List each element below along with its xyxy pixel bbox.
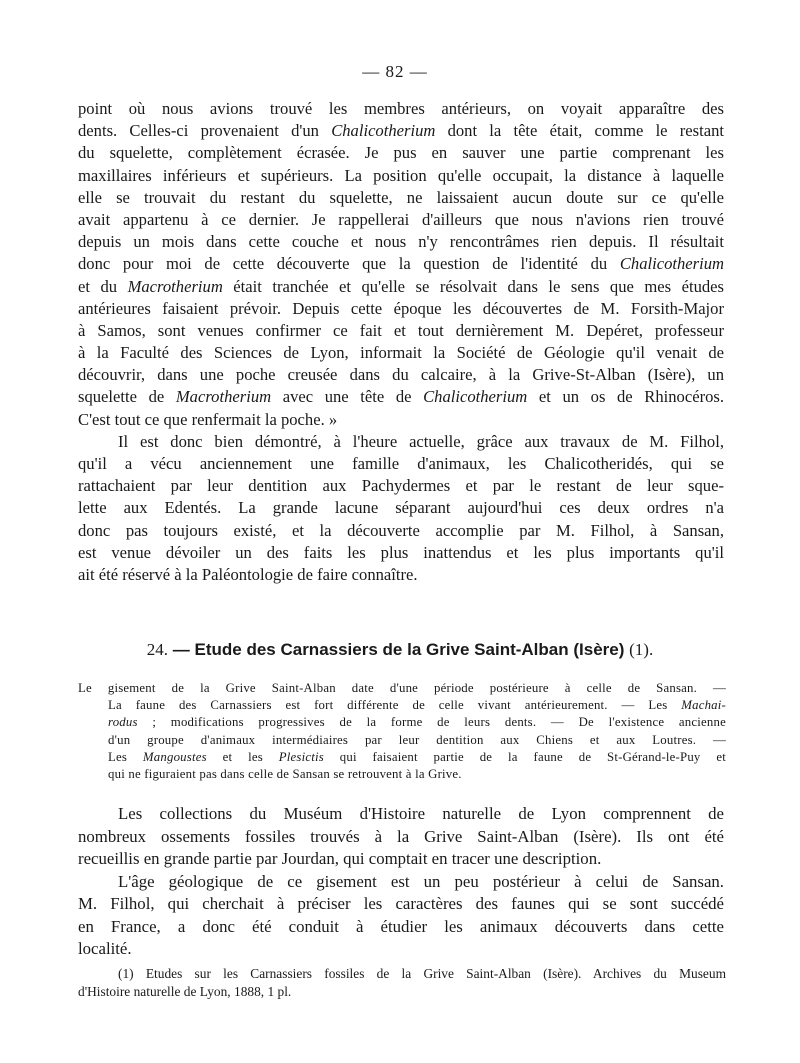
text-line: squelette de Macrotherium avec une tête de Chalicotherium et un os de Rhinocéros. <box>78 387 724 407</box>
text-line: Les collections du Muséum d'Histoire naturelle de Lyon comprennent de <box>118 804 724 823</box>
text-line: dents. Celles-ci provenaient d'un Chalicotherium dont la tête était, comme le restant <box>78 121 724 141</box>
text-line: du squelette, complètement écrasée. Je pus en sauver une partie comprenant les <box>78 143 724 163</box>
text-line: avait appartenu à ce dernier. Je rappellerai d'ailleurs que nous n'avions rien trouvé <box>78 209 724 229</box>
section-dash: — <box>172 640 190 659</box>
text-line: lette aux Edentés. La grande lacune séparant aujourd'hui ces deux ordres n'a <box>78 498 724 518</box>
summary-line: La faune des Carnassiers est fort différente de celle vivant antérieurement. — Les Machai- <box>108 698 726 713</box>
summary-line: Les Mangoustes et les Plesictis qui faisaient partie de la faune de St-Gérand-le-Puy et <box>108 749 726 764</box>
summary-line: d'un groupe d'animaux intermédiaires par leur dentition aux Chiens et aux Loutres. — <box>108 732 726 747</box>
text-line: et du Macrotherium était tranchée et qu'elle se résolvait dans le sens que mes études <box>78 276 724 296</box>
section-title: Etude des Carnassiers de la Grive Saint-Alban (Isère) <box>194 640 625 659</box>
text-line: nombreux ossements fossiles trouvés à la Grive Saint-Alban (Isère). Ils ont été <box>78 826 724 846</box>
text-line: en France, a donc été conduit à étudier les animaux découverts dans cette <box>78 916 724 936</box>
text-line: Il est donc bien démontré, à l'heure actuelle, grâce aux travaux de M. Filhol, <box>118 431 724 451</box>
text-line: C'est tout ce que renfermait la poche. » <box>78 409 338 429</box>
text-line: recueillis en grande partie par Jourdan, qui comptait en tracer une description. <box>78 849 602 868</box>
text-line: qu'il a vécu anciennement une famille d'animaux, les Chalicotheridés, qui se <box>78 454 724 473</box>
text-line: à Samos, sont venues confirmer ce fait et tout dernièrement M. Depéret, professeur <box>78 320 724 340</box>
section-summary <box>78 680 726 783</box>
footnote <box>78 965 726 1001</box>
summary-line: qui ne figuraient pas dans celle de Sansan se retrouvent à la Grive. <box>108 766 462 781</box>
text-line: antérieures faisaient prévoir. Depuis cette époque les découvertes de M. Forsith-Major <box>78 298 724 318</box>
text-line: M. Filhol, qui cherchait à préciser les caractères des faunes qui se sont succédé <box>78 894 724 913</box>
text-line: rattachaient par leur dentition aux Pachydermes et par le restant de leur sque- <box>78 476 724 496</box>
main-text <box>78 98 724 586</box>
text-line: découvrir, dans une poche creusée dans du calcaire, à la Grive-St-Alban (Isère), un <box>78 365 724 385</box>
text-line: est venue dévoiler un des faits les plus inattendus et les plus importants qu'il <box>78 542 724 562</box>
section-heading <box>0 640 800 660</box>
text-line: point où nous avions trouvé les membres antérieurs, on voyait apparaître des <box>78 99 724 118</box>
section-number: 24. <box>146 640 169 659</box>
text-line: localité. <box>78 939 132 958</box>
text-line: depuis un mois dans cette couche et nous n'y rencontrâmes rien depuis. Il résultait <box>78 232 724 252</box>
page-number: — 82 — <box>362 62 428 81</box>
second-text <box>78 803 724 961</box>
text-line: ait été réservé à la Paléontologie de faire connaître. <box>78 564 418 584</box>
text-line: donc pour moi de cette découverte que la question de l'identité du Chalicotherium <box>78 254 724 274</box>
text-line: maxillaires inférieurs et supérieurs. La position qu'elle occupait, la distance à laquelle <box>78 165 724 185</box>
summary-line: Le gisement de la Grive Saint-Alban date d'une période postérieure à celle de Sansan. — <box>78 681 726 695</box>
text-line: elle se trouvait du restant du squelette, ne laissaient aucun doute sur ce qu'elle <box>78 187 724 207</box>
footnote-line: (1) Etudes sur les Carnassiers fossiles de la Grive Saint-Alban (Isère). Archives du Museum <box>118 966 726 981</box>
summary-line: rodus ; modifications progressives de la forme de leurs dents. — De l'existence ancienne <box>108 715 726 730</box>
footnote-reference: (1). <box>629 640 654 659</box>
text-line: à la Faculté des Sciences de Lyon, informait la Société de Géologie qu'il venait de <box>78 343 724 363</box>
footnote-line: d'Histoire naturelle de Lyon, 1888, 1 pl. <box>78 984 292 999</box>
text-line: L'âge géologique de ce gisement est un peu postérieur à celui de Sansan. <box>118 871 724 891</box>
text-line: donc pas toujours existé, et la découverte accomplie par M. Filhol, à Sansan, <box>78 520 724 540</box>
